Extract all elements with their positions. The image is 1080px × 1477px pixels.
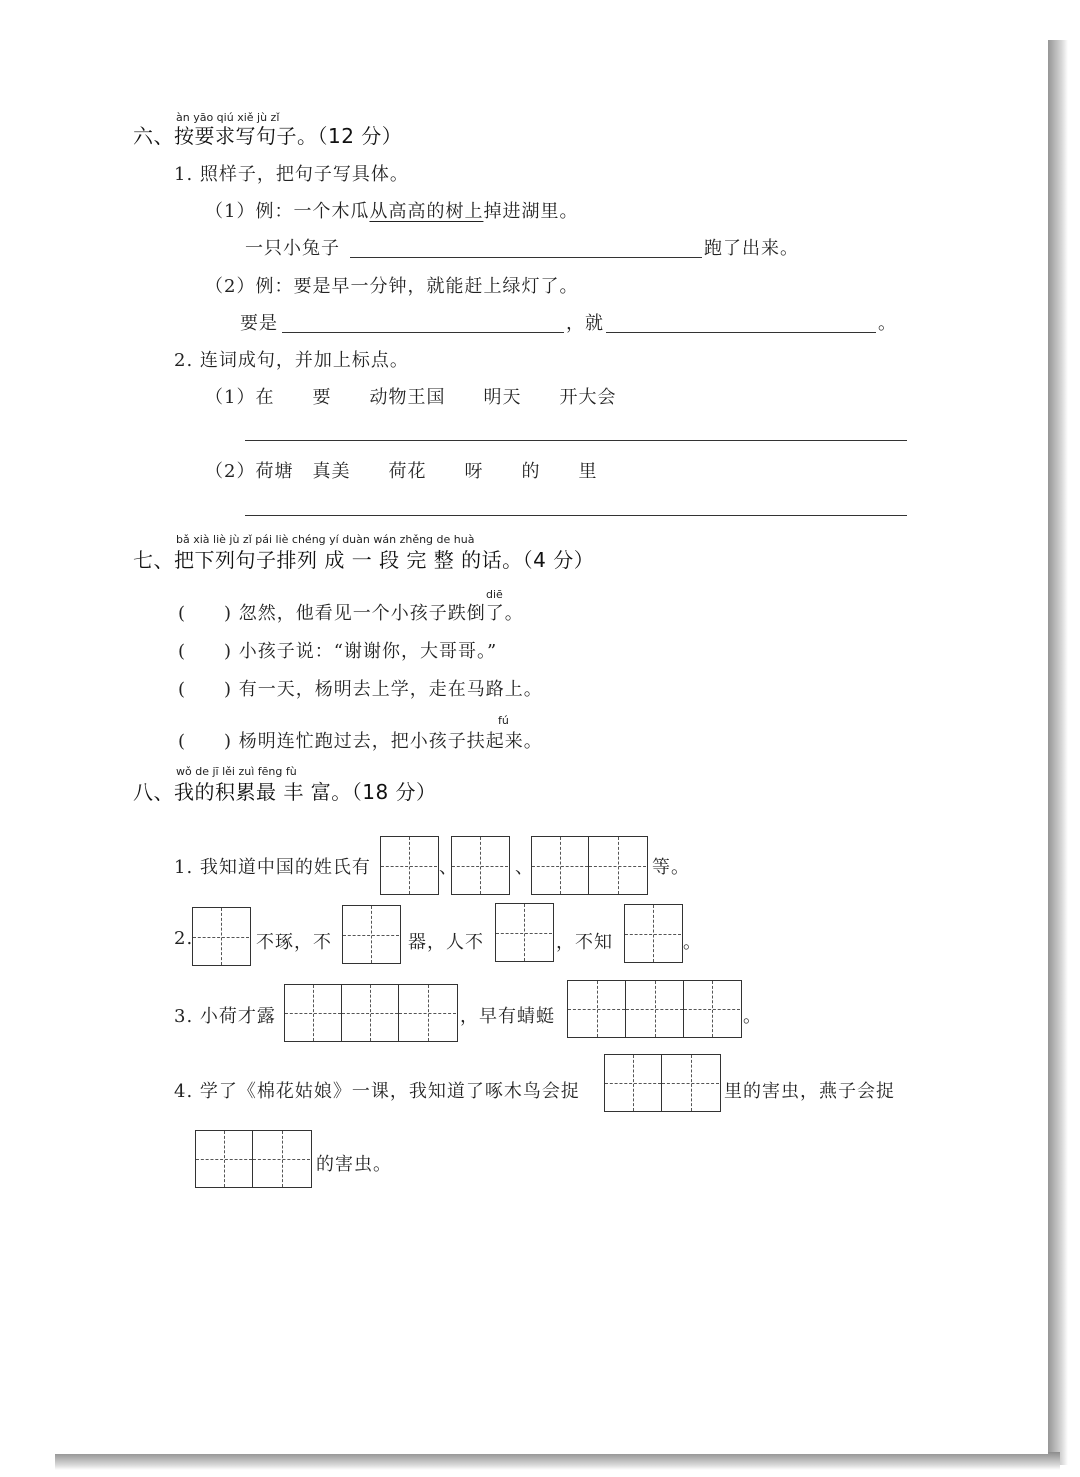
sentence-4[interactable]: ( ) 杨明连忙跑过去，把小孩子扶起来。 [178,731,543,752]
tianzige-q2-b[interactable] [342,905,401,964]
q8-1-sep-2: 、 [515,857,534,878]
s4-pinyin: fú [498,714,509,727]
q1-1-answer-after: 跑了出来。 [704,238,799,259]
tianzige-q2-d[interactable] [624,904,683,963]
q8-4-end: 的害虫。 [316,1154,392,1175]
section6-title [133,120,402,149]
section8-pinyin: wǒ de jī lěi zuì fēng fù [176,765,297,778]
page-shadow-right [1046,40,1068,1465]
q1-1-prefix: （1）例：一个木瓜 [205,201,370,222]
tianzige-q4-b[interactable] [195,1130,312,1188]
section7-title [133,544,594,573]
answer-line-q2-2[interactable] [245,515,907,516]
section6-pinyin: àn yāo qiú xiě jù zǐ [176,111,280,124]
q8-4-text: 4. 学了《棉花姑娘》一课，我知道了啄木鸟会捉 [174,1081,580,1102]
section6-q1-1-example [205,197,578,223]
q1-1-suffix: 掉进湖里。 [483,201,579,222]
answer-line-q2-1[interactable] [245,440,907,441]
q8-1-end: 等。 [652,857,690,878]
sentence-3[interactable]: ( ) 有一天，杨明去上学，走在马路上。 [178,679,543,700]
section6-q2-2-words: （2）荷塘 真美 荷花 呀 的 里 [205,461,598,482]
section6-q1: 1. 照样子，把句子写具体。 [174,164,409,185]
s1-pinyin: diē [486,588,503,601]
q1-1-answer-before: 一只小兔子 [245,238,340,259]
q8-3-mid: ，早有蜻蜓 [460,1006,555,1027]
tianzige-q1-a[interactable] [380,836,439,895]
section7-title-text: 七、把下列句子排列 成 一 段 完 整 的话。 [133,548,523,572]
q8-2-part-a: 不琢，不 [256,932,332,953]
section6-title-text: 六、按要求写句子。 [133,124,318,148]
answer-line-q1-1[interactable] [350,257,702,258]
tianzige-q2-a[interactable] [192,907,251,966]
q8-4-mid: 里的害虫，燕子会捉 [724,1081,895,1102]
q8-2-part-b: 器，人不 [408,932,484,953]
q8-1-sep-1: 、 [439,857,458,878]
q8-2-end: 。 [683,932,702,953]
q8-1-text: 1. 我知道中国的姓氏有 [174,857,371,878]
section7-pinyin: bǎ xià liè jù zǐ pái liè chéng yí duàn wán zhěng de huà [176,533,475,546]
q8-3-text: 3. 小荷才露 [174,1006,276,1027]
section8-title-text: 八、我的积累最 丰 富。 [133,780,352,804]
section8-score: （18 分） [351,780,437,804]
answer-line-q1-2-b[interactable] [606,332,876,333]
page-shadow-bottom [55,1452,1060,1470]
q1-2-label-b: ，就 [566,313,604,334]
q1-1-underlined: 从高高的树上 [369,201,484,222]
tianzige-q1-c[interactable] [531,836,648,895]
q1-2-label-c: 。 [878,313,897,334]
section6-q2: 2. 连词成句，并加上标点。 [174,350,409,371]
sentence-1[interactable]: ( ) 忽然，他看见一个小孩子跌倒了。 [178,603,524,624]
section7-score: （4 分） [522,548,595,572]
q8-2-num: 2. [174,928,194,949]
section8-title [133,776,437,805]
section6-score: （12 分） [317,124,403,148]
section6-q2-1-words: （1）在 要 动物王国 明天 开大会 [205,387,617,408]
tianzige-q4-a[interactable] [604,1054,721,1112]
sentence-2[interactable]: ( ) 小孩子说：“谢谢你，大哥哥。” [178,641,498,662]
q8-2-part-c: ，不知 [556,932,613,953]
tianzige-q1-b[interactable] [451,836,510,895]
section6-q1-2-example: （2）例：要是早一分钟，就能赶上绿灯了。 [205,276,579,297]
tianzige-q2-c[interactable] [495,903,554,962]
tianzige-q3-b[interactable] [567,980,742,1038]
answer-line-q1-2-a[interactable] [282,332,564,333]
tianzige-q3-a[interactable] [284,984,458,1042]
q8-3-end: 。 [743,1006,762,1027]
q1-2-label-a: 要是 [240,313,278,334]
